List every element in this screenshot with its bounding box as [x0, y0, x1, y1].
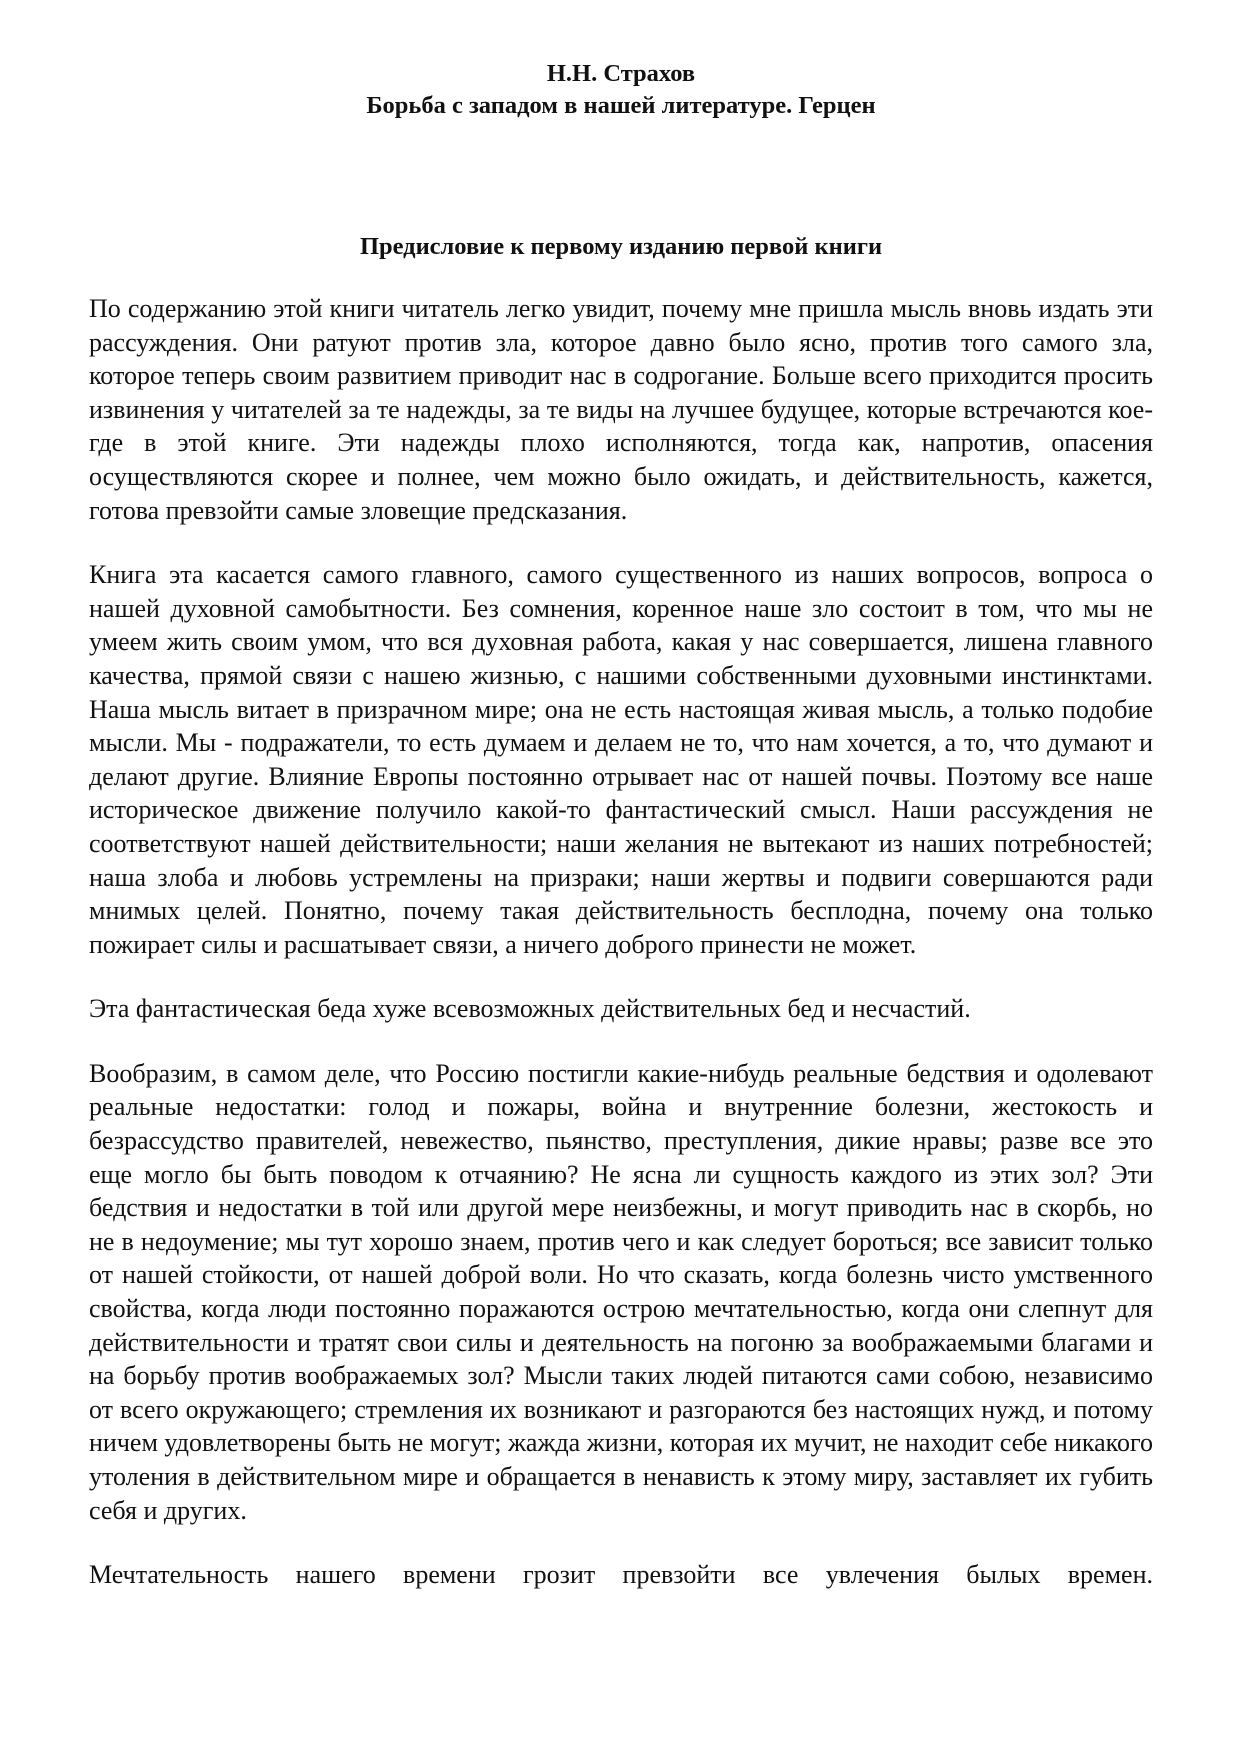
paragraph-3: Эта фантастическая беда хуже всевозможных действительных бед и несчастий.: [89, 994, 971, 1024]
paragraph-1: По содержанию этой книги читатель легко увидит, почему мне пришла мысль вновь издать эти рассуждения. Они ратуют против зла, которое давно было ясно, против того самого зла, которое теперь своим развитием приводит нас в содрогание. Больше всего приходится просить извинения у читателей за те надежды, за те виды на лучшее будущее, которые встречаются кое-где в этой книге. Эти надежды плохо исполняются, тогда как, напротив, опасения осуществляются скорее и полнее, чем можно было ожидать, и действительность, кажется, готова превзойти самые зловещие предсказания.: [89, 294, 1153, 525]
paragraph-4: Вообразим, в самом деле, что Россию постигли какие-нибудь реальные бедствия и одолевают реальные недостатки: голод и пожары, война и внутренние болезни, жестокость и безрассудство правителей, невежество, пьянство, преступления, дикие нравы; разве все это еще могло бы быть поводом к отчаянию? Не ясна ли сущность каждого из этих зол? Эти бедствия и недостатки в той или другой мере неизбежны, и могут приводить нас в скорбь, но не в недоумение; мы тут хорошо знаем, против чего и как следует бороться; все зависит только от нашей стойкости, от нашей доброй воли. Но что сказать, когда болезнь чисто умственного свойства, когда люди постоянно поражаются острою мечтательностью, когда они слепнут для действительности и тратят свои силы и деятельность на погоню за воображаемыми благами и на борьбу против воображаемых зол? Мысли таких людей питаются сами собою, независимо от всего окружающего; стремления их возникают и разгораются без настоящих нужд, и потому ничем удовлетворены быть не могут; жажда жизни, которая их мучит, не находит себе никакого утоления в действительном мире и обращается в ненависть к этому миру, заставляет их губить себя и других.: [89, 1058, 1153, 1525]
paragraph-2: Книга эта касается самого главного, самого существенного из наших вопросов, вопроса о нашей духовной самобытности. Без сомнения, коренное наше зло состоит в том, что мы не умеем жить своим умом, что вся духовная работа, какая у нас совершается, лишена главного качества, прямой связи с нашею жизнью, с нашими собственными духовными инстинктами. Наша мысль витает в призрачном мире; она не есть настоящая живая мысль, а только подобие мысли. Мы - подражатели, то есть думаем и делаем не то, что нам хочется, а то, что думают и делают другие. Влияние Европы постоянно отрывает нас от нашей почвы. Поэтому все наше историческое движение получило какой-то фантастический смысл. Наши рассуждения не соответствуют нашей действительности; наши желания не вытекают из наших потребностей; наша злоба и любовь устремлены на призраки; наши жертвы и подвиги совершаются ради мнимых целей. Понятно, почему такая действительность бесплодна, почему она только пожирает силы и расшатывает связи, а ничего доброго принести не может.: [89, 560, 1153, 959]
author-heading: Н.Н. Страхов: [546, 60, 696, 87]
paragraph-5: Мечтательность нашего времени грозит превзойти все увлечения былых времен.: [89, 1560, 1153, 1590]
book-title: Борьба с западом в нашей литературе. Герцен: [366, 92, 876, 119]
section-title: Предисловие к первому изданию первой книги: [359, 233, 883, 260]
document-page: [89, 58, 1153, 1623]
